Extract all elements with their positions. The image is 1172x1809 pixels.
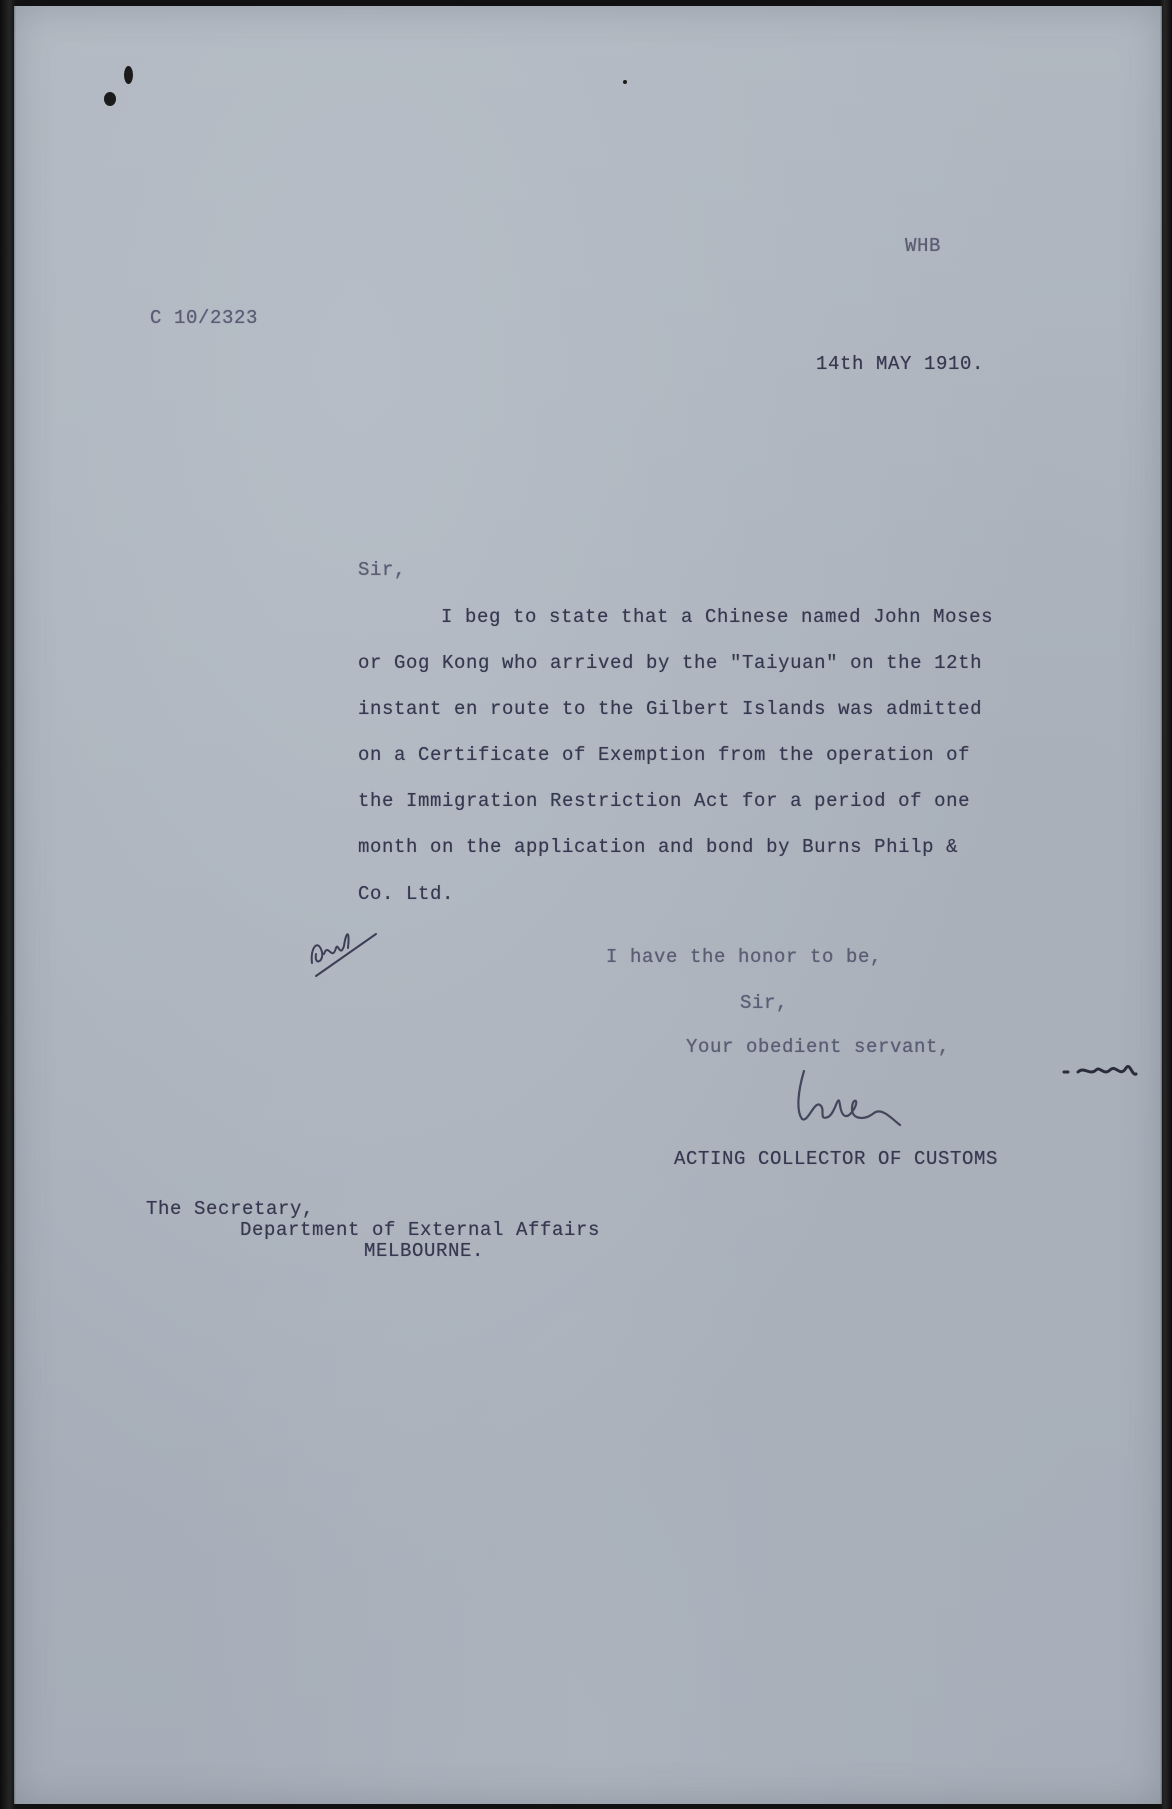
body-line: Co. Ltd. (358, 883, 455, 905)
body-line: month on the application and bond by Burns Philp & (358, 836, 959, 858)
addressee-line-1: The Secretary, (146, 1198, 315, 1220)
handwritten-initials-mark (306, 918, 396, 988)
initials: WHB (905, 235, 942, 257)
body-line: I beg to state that a Chinese named John Moses (441, 606, 994, 628)
body-line: instant en route to the Gilbert Islands was admitted (358, 698, 983, 720)
closing-line-3: Your obedient servant, (686, 1036, 951, 1058)
body-line: or Gog Kong who arrived by the "Taiyuan" on the 12th (358, 652, 983, 674)
punch-hole-mark (104, 92, 116, 106)
handwritten-signature (790, 1061, 910, 1131)
scan-edge-right (1160, 0, 1172, 1809)
body-line: the Immigration Restriction Act for a period of one (358, 790, 971, 812)
body-line: on a Certificate of Exemption from the operation of (358, 744, 971, 766)
scan-edge-left (0, 0, 16, 1809)
marginal-scribble (1060, 1054, 1140, 1084)
punch-hole-mark (124, 66, 133, 84)
closing-line-1: I have the honor to be, (606, 946, 883, 968)
salutation: Sir, (358, 559, 407, 581)
letter-sheet (14, 6, 1162, 1804)
signature-title: ACTING COLLECTOR OF CUSTOMS (674, 1148, 999, 1170)
addressee-line-3: MELBOURNE. (364, 1240, 485, 1262)
file-reference: C 10/2323 (150, 307, 259, 329)
letter-date: 14th MAY 1910. (816, 353, 985, 375)
addressee-line-2: Department of External Affairs (240, 1219, 601, 1241)
closing-line-2: Sir, (740, 992, 789, 1014)
dust-speck (623, 80, 627, 84)
